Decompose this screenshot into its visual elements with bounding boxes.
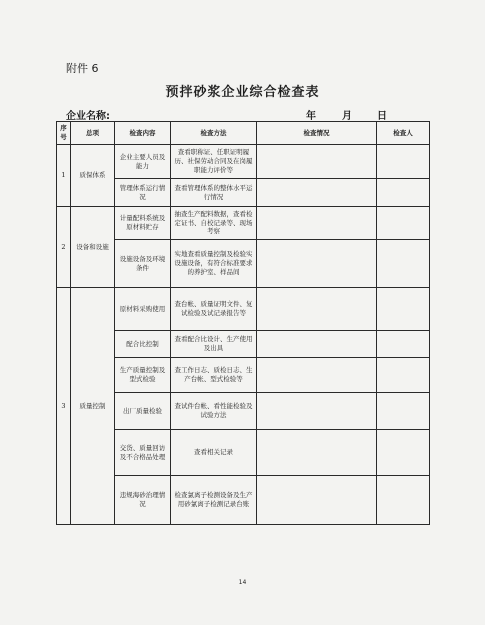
inspection-table <box>56 121 430 525</box>
company-row <box>66 107 426 121</box>
inspector-cell[interactable] <box>377 358 430 393</box>
table-row <box>57 288 430 331</box>
check-content: 交货、质量回访及不合格品处理 <box>115 430 171 476</box>
inspector-cell[interactable] <box>377 331 430 358</box>
check-method: 查看职称证、任职证明履历、社保劳动合同及在岗履职能力评价等 <box>171 145 257 179</box>
table-row <box>57 145 430 179</box>
check-content: 原材料采购使用 <box>115 288 171 331</box>
check-method: 检查氯离子检测设备及生产用砂氯离子检测记录台账 <box>171 476 257 525</box>
check-method: 查看相关记录 <box>171 430 257 476</box>
check-method: 查试件台帐、看性能检验及试验方法 <box>171 393 257 430</box>
inspector-cell[interactable] <box>377 476 430 525</box>
check-method: 查工作日志、质检日志、生产台帐、型式检验等 <box>171 358 257 393</box>
header-content: 检查内容 <box>115 122 171 145</box>
group-seq: 1 <box>57 145 71 207</box>
header-method: 检查方法 <box>171 122 257 145</box>
check-status-cell[interactable] <box>257 240 377 288</box>
check-content: 企业主要人员及能力 <box>115 145 171 179</box>
check-method: 实地查看质量控制及检验实设施设备，有符合标准要求的养护室、样品间 <box>171 240 257 288</box>
page-number: 14 <box>238 579 247 586</box>
check-method: 查看管理体系的整体水平运行情况 <box>171 179 257 207</box>
inspector-cell[interactable] <box>377 145 430 179</box>
check-status-cell[interactable] <box>257 430 377 476</box>
check-status-cell[interactable] <box>257 288 377 331</box>
check-content: 计量配料系统及原材料贮存 <box>115 207 171 240</box>
check-status-cell[interactable] <box>257 145 377 179</box>
check-content: 生产质量控制及型式检验 <box>115 358 171 393</box>
table-header-row <box>57 122 430 145</box>
date-day-label: 日 <box>377 111 387 122</box>
check-content: 管理体系运行情况 <box>115 179 171 207</box>
inspector-cell[interactable] <box>377 393 430 430</box>
attachment-label: 附件 6 <box>66 62 99 75</box>
table-row <box>57 207 430 240</box>
header-status: 检查情况 <box>257 122 377 145</box>
group-item: 质保体系 <box>71 145 115 207</box>
check-status-cell[interactable] <box>257 179 377 207</box>
date-month-label: 月 <box>342 111 352 122</box>
group-seq: 3 <box>57 288 71 525</box>
check-content: 出厂质量检验 <box>115 393 171 430</box>
check-status-cell[interactable] <box>257 476 377 525</box>
check-status-cell[interactable] <box>257 207 377 240</box>
header-seq: 序号 <box>57 122 71 145</box>
group-item: 质量控制 <box>71 288 115 525</box>
header-item: 总项 <box>71 122 115 145</box>
company-name-label: 企业名称: <box>66 111 110 122</box>
check-method: 查看配合比设计、生产使用及出具 <box>171 331 257 358</box>
check-content: 配合比控制 <box>115 331 171 358</box>
check-method: 查台帐、质量证明文件、复试检验及试记录报告等 <box>171 288 257 331</box>
inspector-cell[interactable] <box>377 207 430 240</box>
page-title: 预拌砂浆企业综合检查表 <box>165 85 320 100</box>
group-item: 设备和设施 <box>71 207 115 288</box>
check-status-cell[interactable] <box>257 358 377 393</box>
inspector-cell[interactable] <box>377 179 430 207</box>
check-status-cell[interactable] <box>257 393 377 430</box>
check-content: 设施设备及环境条件 <box>115 240 171 288</box>
check-content: 违规海砂治理情况 <box>115 476 171 525</box>
date-year-label: 年 <box>306 111 316 122</box>
header-inspector: 检查人 <box>377 122 430 145</box>
inspector-cell[interactable] <box>377 430 430 476</box>
check-method: 抽查生产配料数据，查看检定证书、自校记录等、现场考察 <box>171 207 257 240</box>
check-status-cell[interactable] <box>257 331 377 358</box>
inspector-cell[interactable] <box>377 240 430 288</box>
inspector-cell[interactable] <box>377 288 430 331</box>
group-seq: 2 <box>57 207 71 288</box>
